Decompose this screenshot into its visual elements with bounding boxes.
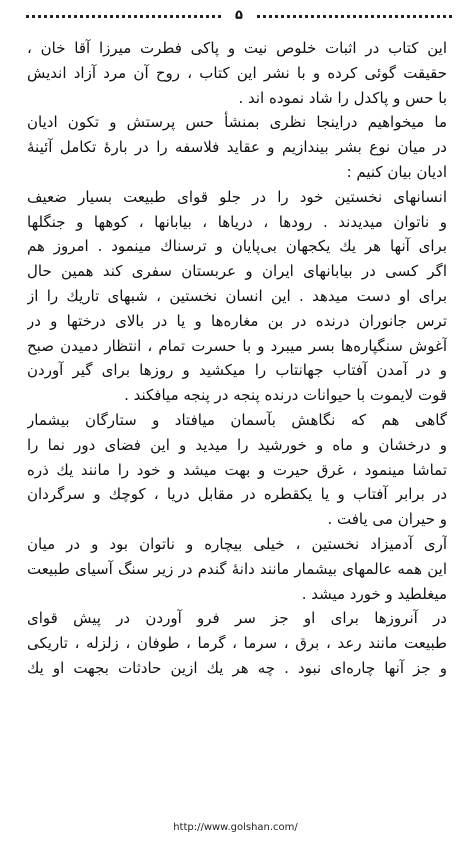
text-line: ترس جانوران درنده در بن مغاره‌ها و یا در بالای درختها و در bbox=[27, 311, 447, 330]
footer-url: http://www.golshan.com/ bbox=[173, 822, 298, 833]
text-line: برای او دست میدهد . این انسان نخستین ، شبهای تاریك را از bbox=[27, 286, 447, 305]
text-line: قوت لایموت با حیوانات درنده پنجه در پنجه میافکند . bbox=[124, 386, 447, 405]
text-line: میغلطید و خورد میشد . bbox=[301, 584, 447, 603]
text-line: آری آدمیزاد نخستین ، خیلی بیچاره و ناتوان بود و در میان bbox=[27, 534, 447, 553]
text-line: در میان نوع بشر بیندازیم و عقاید فلاسفه را در بارهٔ تکامل آئینهٔ bbox=[27, 138, 447, 157]
text-line: حقیقت گوئی کرده و با نشر این کتاب ، روح آن مرد آزاد اندیش bbox=[27, 63, 447, 82]
text-line: با حس و پاکدل را شاد نموده اند . bbox=[238, 88, 447, 107]
header-ornament-left bbox=[26, 15, 221, 18]
text-line: تماشا مینمود ، غرق حیرت و بهت میشد و خود را مانند یك ذره bbox=[27, 460, 447, 479]
text-line: در برابر آفتاب و یا یکقطره در مقابل دریا ، کوچك و سرگردان bbox=[27, 485, 447, 504]
text-line: و ناتوان میدیدند . رودها ، دریاها ، بیابانها ، کوهها و جنگلها bbox=[27, 212, 447, 231]
page-header bbox=[26, 8, 452, 24]
text-line: و جز آنها چاره‌ای نبود . چه هر یك ازین حادثات بجهت او یك bbox=[27, 658, 447, 677]
text-line: انسانهای نخستین خود را در جلو قوای طبیعت بسیار ضعیف bbox=[27, 187, 447, 206]
text-line: در آنروزها برای او جز سر فرو آوردن در پیش قوای bbox=[27, 609, 447, 628]
text-line: اگر کسی در بیابانهای ایران و عربستان سفری کند همین حال bbox=[27, 262, 447, 281]
text-line: ادیان بیان کنیم : bbox=[346, 162, 447, 181]
text-line: این کتاب در اثبات خلوص نیت و پاکی فطرت میرزا آقا خان ، bbox=[27, 39, 447, 57]
text-line: این همه عالمهای بیشمار مانند دانهٔ گندم در زیر سنگ آسیای طبیعت bbox=[27, 559, 447, 578]
text-line: برای آنها هر یك یکجهان بی‌پایان و ترسناك مینمود . امروز هم bbox=[27, 237, 447, 256]
text-line: ما میخواهیم دراینجا نظری بمنشأ حس پرستش و تکون ادیان bbox=[27, 113, 447, 132]
page-number: ۵ bbox=[235, 8, 243, 23]
text-line: گاهی هم که نگاهش بآسمان میافتاد و ستارگان بیشمار bbox=[27, 410, 447, 429]
text-line: و در آمدن آفتاب جهانتاب را میکشید و روزها برای گیر آوردن bbox=[27, 361, 447, 380]
text-line: و درخشان و ماه و خورشید را میدید و این فضای دور نما را bbox=[27, 435, 447, 454]
text-line: طبیعت مانند رعد ، برق ، سرما ، گرما ، طوفان ، زلزله ، تاریکی bbox=[27, 634, 447, 653]
text-line: و حیران می یافت . bbox=[327, 510, 447, 529]
body-text bbox=[27, 36, 447, 681]
text-line: آغوش سنگپاره‌ها بسر میبرد و با حسرت تمام ، انتظار دمیدن صبح bbox=[27, 336, 447, 355]
header-ornament-right bbox=[257, 15, 452, 18]
